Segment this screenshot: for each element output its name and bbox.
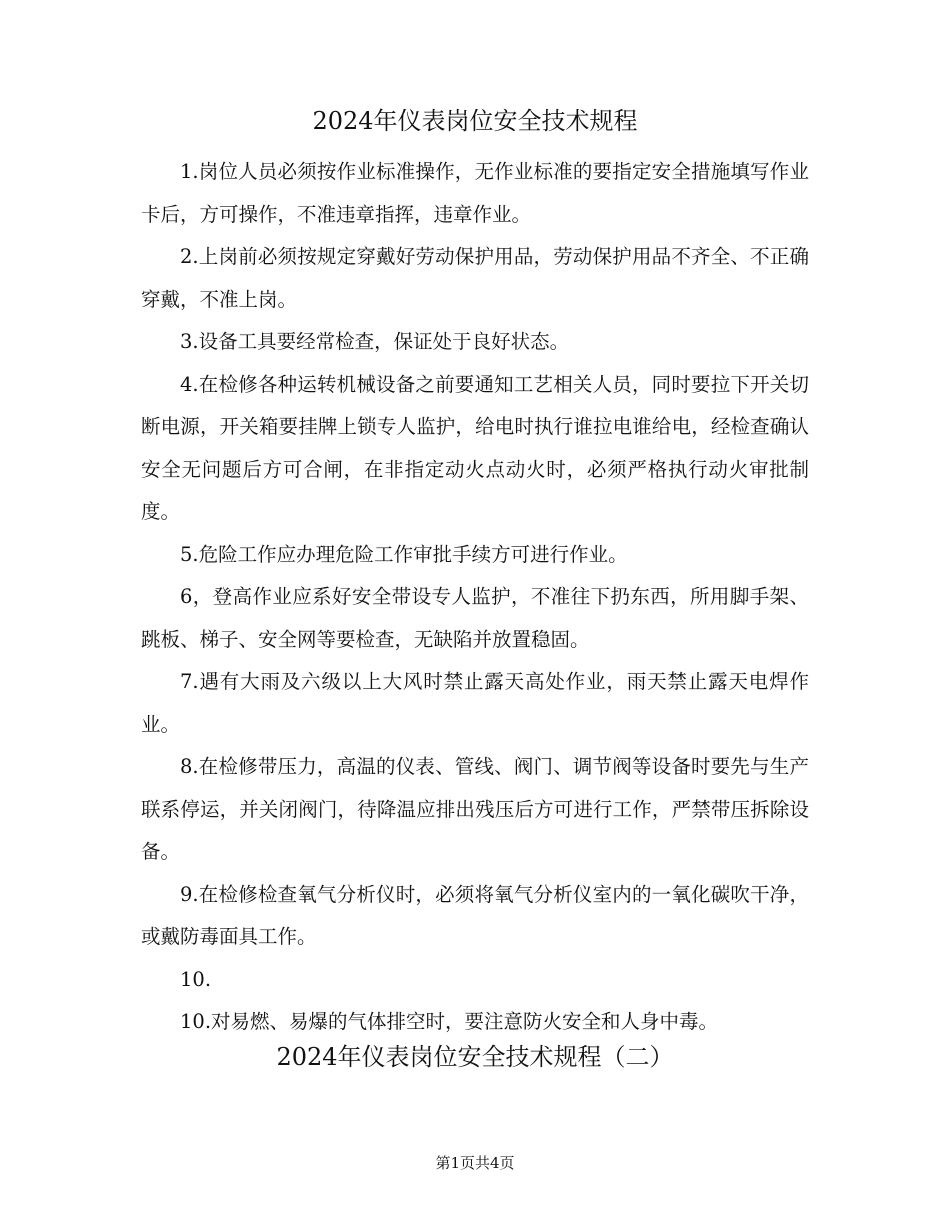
document-title: 2024年仪表岗位安全技术规程 [312,107,638,135]
section-title: 2024年仪表岗位安全技术规程（二） [276,1043,674,1071]
paragraph-5: 5.危险工作应办理危险工作审批手续方可进行作业。 [180,542,628,566]
paragraph-4: 4.在检修各种运转机械设备之前要通知工艺相关人员，同时要拉下开关切断电源，开关箱要挂牌上锁专人监护，给电时执行谁拉电谁给电，经检查确认安全无问题后方可合闸，在非指定动火点动火时，必须严格执行动火审批制度。 [141,372,809,523]
paragraph-3: 3.设备工具要经常检查，保证处于良好状态。 [180,330,570,353]
paragraph-9: 9.在检修检查氧气分析仪时，必须将氧气分析仪室内的一氧化碳吹干净，或戴防毒面具工作。 [141,882,809,948]
paragraph-1: 1.岗位人员必须按作业标准操作，无作业标准的要指定安全措施填写作业卡后，方可操作，不准违章指挥，违章作业。 [141,160,809,226]
document-body [141,151,809,1044]
paragraph-7: 7.遇有大雨及六级以上大风时禁止露天高处作业，雨天禁止露天电焊作业。 [141,670,809,736]
paragraph-6: 6，登高作业应系好安全带设专人监护，不准往下扔东西，所用脚手架、跳板、梯子、安全网等要检查，无缺陷并放置稳固。 [141,585,809,651]
paragraph-10-empty: 10. [180,967,212,991]
paragraph-10: 10.对易燃、易爆的气体排空时，要注意防火安全和人身中毒。 [180,1010,719,1033]
paragraph-8: 8.在检修带压力，高温的仪表、管线、阀门、调节阀等设备时要先与生产联系停运，并关闭阀门，待降温应排出残压后方可进行工作，严禁带压拆除设备。 [141,755,809,863]
page-number-footer: 第1页共4页 [435,1154,515,1172]
paragraph-2: 2.上岗前必须按规定穿戴好劳动保护用品，劳动保护用品不齐全、不正确穿戴，不准上岗。 [141,245,809,311]
